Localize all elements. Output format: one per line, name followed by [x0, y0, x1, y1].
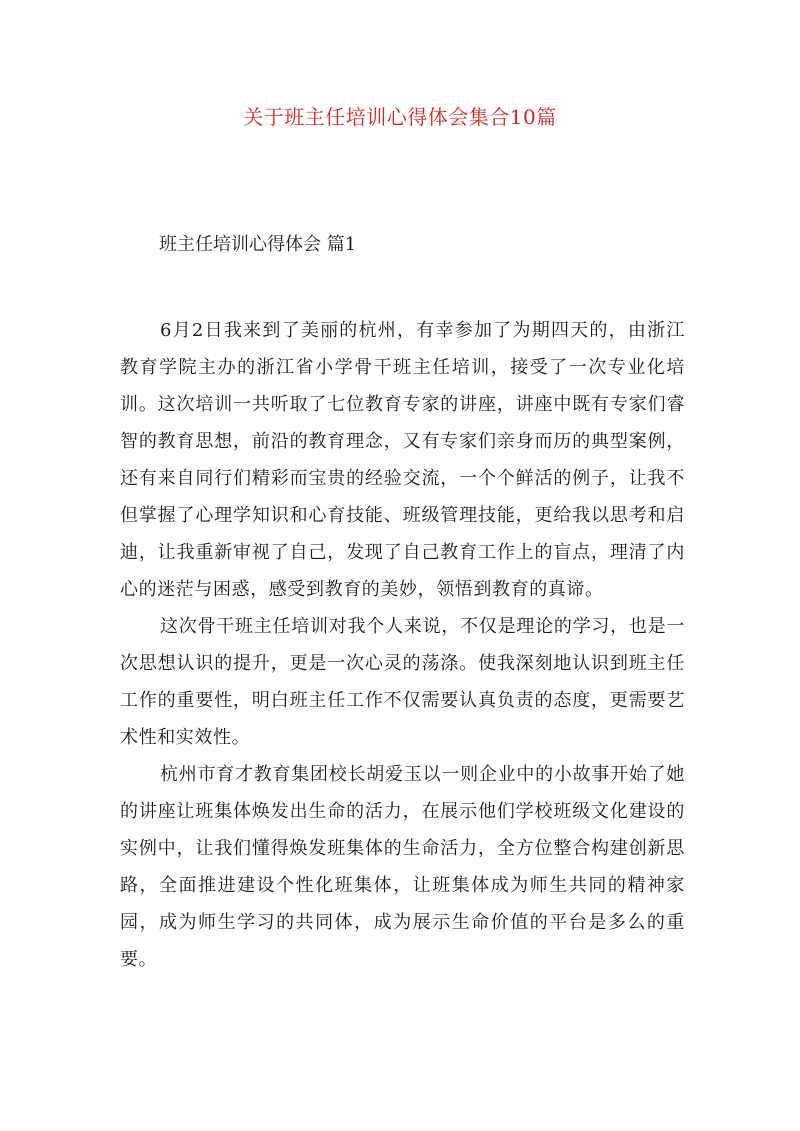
paragraph-1: 6月2日我来到了美丽的杭州，有幸参加了为期四天的，由浙江教育学院主办的浙江省小学骨干班主任培训，接受了一次专业化培训。这次培训一共听取了七位教育专家的讲座，讲座中既有专家们睿智的教育思想，前沿的教育理念，又有专家们亲身而历的典型案例，还有来自同行们精彩而宝贵的经验交流，一个个鲜活的例子，让我不但掌握了心理学知识和心育技能、班级管理技能，更给我以思考和启迪，让我重新审视了自己，发现了自己教育工作上的盲点，理清了内心的迷茫与困惑，感受到教育的美妙，领悟到教育的真谛。: [120, 320, 685, 600]
section-heading: 班主任培训心得体会 篇1: [159, 234, 357, 255]
body-text: [120, 312, 685, 978]
document-title: 关于班主任培训心得体会集合10篇: [243, 105, 557, 129]
paragraph-2: 这次骨干班主任培训对我个人来说，不仅是理论的学习，也是一次思想认识的提升，更是一次心灵的荡涤。使我深刻地认识到班主任工作的重要性，明白班主任工作不仅需要认真负责的态度，更需要艺术性和实效性。: [120, 616, 685, 748]
paragraph-3: 杭州市育才教育集团校长胡爱玉以一则企业中的小故事开始了她的讲座让班集体焕发出生命的活力，在展示他们学校班级文化建设的实例中，让我们懂得焕发班集体的生命活力，全方位整合构建创新思路，全面推进建设个性化班集体，让班集体成为师生共同的精神家园，成为师生学习的共同体，成为展示生命价值的平台是多么的重要。: [120, 764, 685, 970]
